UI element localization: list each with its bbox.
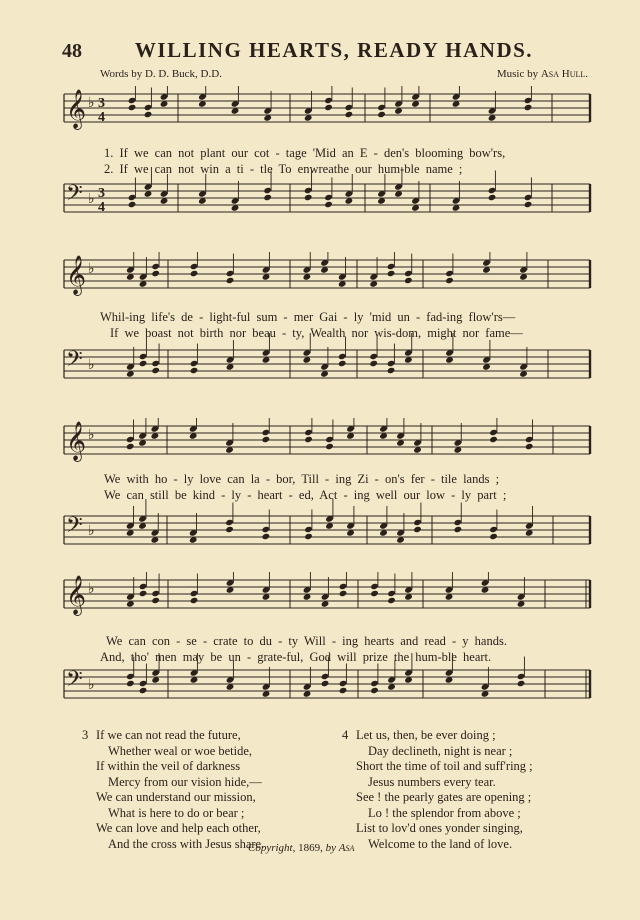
verse-line: If within the veil of darkness	[96, 759, 241, 773]
bass-clef-icon: 𝄢	[66, 667, 83, 697]
note-head	[151, 597, 160, 604]
note-head	[445, 277, 454, 284]
verse-line: We can understand our mission,	[96, 790, 256, 804]
verse-line: Jesus numbers every tear.	[368, 774, 496, 789]
lyric-line-2: If we boast not birth nor beau - ty, Wealth nor wis-dom, might nor fame—	[110, 326, 523, 340]
music-system-1	[0, 86, 640, 236]
music-system-2	[0, 252, 640, 402]
note-head	[190, 270, 199, 277]
copyright-notice: Copyright, 1869, by Asa	[248, 842, 355, 854]
staff-notation	[0, 86, 640, 236]
verse-line: Day declineth, night is near ;	[368, 743, 513, 758]
note-head	[387, 367, 396, 374]
flat-icon: ♭	[88, 523, 95, 539]
note-head	[128, 104, 137, 111]
note-head	[304, 533, 313, 540]
note-head	[339, 590, 348, 597]
treble-clef-icon: 𝄞	[66, 575, 87, 615]
note-head	[144, 111, 153, 118]
note-head	[226, 277, 235, 284]
verse-line: Mercy from our vision hide,—	[108, 774, 262, 789]
verse-number: 3	[82, 728, 89, 742]
note-head	[151, 367, 160, 374]
note-head	[489, 436, 498, 443]
lyric-line-2: And, tho' men may be un - grate-ful, God will prize the hum-ble heart.	[100, 650, 492, 664]
verse-line: Welcome to the land of love.	[368, 836, 513, 851]
note-head	[139, 360, 148, 367]
music-system-3	[0, 418, 640, 568]
treble-clef-icon: 𝄞	[66, 255, 87, 295]
note-head	[524, 201, 533, 208]
note-head	[524, 104, 533, 111]
flat-icon: ♭	[88, 261, 95, 277]
lyric-line-1: We with ho - ly love can la - bor, Till - ing Zi - on's fer - tile lands ;	[104, 472, 500, 486]
flat-icon: ♭	[88, 581, 95, 597]
words-credit: Words by D. D. Buck, D.D.	[100, 68, 222, 80]
lyric-line-1: 1. If we can not plant our cot - tage 'Mid an E - den's blooming bow'rs,	[104, 146, 506, 160]
note-head	[338, 360, 347, 367]
verse-line: We can love and help each other,	[96, 821, 261, 835]
note-head	[413, 526, 422, 533]
note-head	[489, 533, 498, 540]
note-head	[325, 443, 334, 450]
music-system-4	[0, 572, 640, 722]
lyric-line-1: Whil-ing life's de - light-ful sum - mer Gai - ly 'mid un - fad-ing flow'rs—	[100, 310, 516, 324]
note-head	[225, 526, 234, 533]
note-head	[126, 443, 135, 450]
note-head	[454, 526, 463, 533]
time-signature-icon: 4	[98, 200, 105, 215]
time-signature-icon: 4	[98, 110, 105, 125]
verse-4	[342, 728, 533, 852]
note-head	[387, 270, 396, 277]
flat-icon: ♭	[88, 357, 95, 373]
verse-line: 4 Let us, then, be ever doing ;	[342, 728, 496, 742]
note-head	[370, 687, 379, 694]
time-signature-icon: 3	[98, 186, 105, 201]
note-head	[190, 367, 199, 374]
verse-line: 3 If we can not read the future,	[82, 728, 241, 742]
note-head	[324, 201, 333, 208]
music-credit-prefix: Music by	[496, 68, 539, 80]
page-number: 48	[62, 40, 82, 62]
note-head	[387, 597, 396, 604]
note-head	[304, 194, 313, 201]
bass-clef-icon: 𝄢	[66, 181, 83, 211]
note-head	[128, 201, 137, 208]
bass-clef-icon: 𝄢	[66, 513, 83, 543]
time-signature-icon: 3	[98, 96, 105, 111]
flat-icon: ♭	[88, 427, 95, 443]
note-head	[262, 436, 271, 443]
verse-line: List to lov'd ones yonder singing,	[356, 821, 523, 835]
verse-number: 4	[342, 728, 349, 742]
hymn-title: WILLING HEARTS, READY HANDS.	[134, 38, 534, 62]
verse-3	[82, 728, 265, 852]
note-head	[369, 360, 378, 367]
lyric-line-1: We can con - se - crate to du - ty Will - ing hearts and read - y hands.	[106, 634, 507, 648]
note-head	[263, 194, 272, 201]
note-head	[190, 597, 199, 604]
note-head	[151, 270, 160, 277]
verse-line: Lo ! the splendor from above ;	[368, 805, 521, 820]
note-head	[525, 443, 534, 450]
note-head	[370, 590, 379, 597]
note-head	[304, 436, 313, 443]
lyric-line-2: We can still be kind - ly - heart - ed, Act - ing well our low - ly part ;	[104, 488, 507, 502]
note-head	[488, 194, 497, 201]
note-head	[139, 687, 148, 694]
treble-clef-icon: 𝄞	[66, 421, 87, 461]
note-head	[345, 111, 354, 118]
music-credit	[497, 68, 588, 80]
note-head	[404, 277, 413, 284]
note-head	[517, 680, 526, 687]
verse-line: Whether weal or woe betide,	[108, 743, 253, 758]
treble-clef-icon: 𝄞	[66, 89, 87, 129]
bass-clef-icon: 𝄢	[66, 347, 83, 377]
note-head	[262, 533, 271, 540]
flat-icon: ♭	[88, 95, 95, 111]
note-head	[339, 687, 348, 694]
note-head	[324, 104, 333, 111]
note-head	[321, 680, 330, 687]
note-head	[139, 590, 148, 597]
verse-line: What is here to do or bear ;	[108, 805, 245, 820]
verse-line: Short the time of toil and suff'ring ;	[356, 759, 533, 773]
note-head	[126, 680, 135, 687]
music-credit-name: Asa Hull.	[540, 68, 588, 80]
verse-line: See ! the pearly gates are opening ;	[356, 790, 532, 804]
flat-icon: ♭	[88, 191, 95, 207]
verse-line: And the cross with Jesus share.	[108, 836, 265, 851]
lyric-line-2: 2. If we can not win a ti - tle To enwreathe our hum-ble name ;	[104, 162, 463, 176]
note-head	[377, 111, 386, 118]
flat-icon: ♭	[88, 677, 95, 693]
